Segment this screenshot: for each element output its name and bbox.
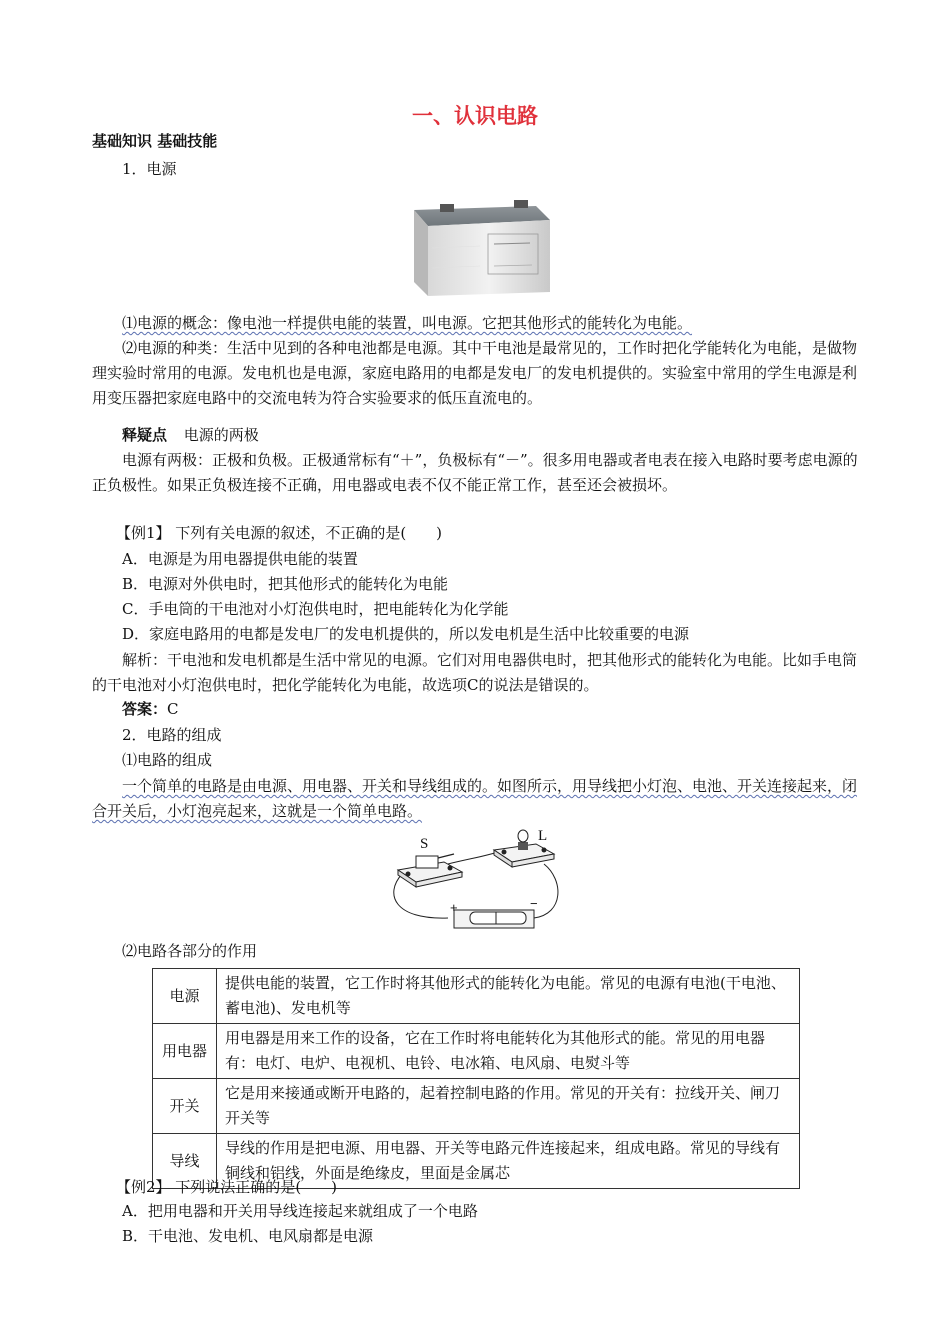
- table-row: [153, 1024, 800, 1079]
- sub-heading-parts-function: ⑵电路各部分的作用: [122, 942, 258, 960]
- example-1-option-d: D．家庭电路用的电都是发电厂的发电机提供的，所以发电机是生活中比较重要的电源: [122, 625, 690, 643]
- power-concept-text: ⑴电源的概念：像电池一样提供电能的装置，叫电源。它把其他形式的能转化为电能。: [122, 314, 693, 332]
- table-cell-function: 提供电能的装置，它工作时将其他形式的能转化为电能。常见的电源有电池(干电池、蓄电池)、发电机等: [217, 969, 800, 1024]
- table-row: [153, 1079, 800, 1134]
- section-heading: 基础知识 基础技能: [92, 132, 218, 150]
- faq-topic: 电源的两极: [183, 426, 259, 444]
- answer-value: C: [167, 700, 179, 718]
- item-1-heading: 1．电源: [122, 160, 177, 178]
- paragraph-power-types: ⑵电源的种类：生活中见到的各种电池都是电源。其中干电池是最常见的，工作时把化学能转化为电能，是做物理实验时常用的电源。发电机也是电源，家庭电路用的电都是发电厂的发电机提供的。实验室中常用的学生电源是利用变压器把家庭电路中的交流电转为符合实验要求的低压直流电的。: [92, 339, 858, 407]
- simple-circuit-text: 一个简单的电路是由电源、用电器、开关和导线组成的。如图所示，用导线把小灯泡、电池、开关连接起来，闭合开关后，小灯泡亮起来，这就是一个简单电路。: [92, 777, 858, 820]
- circuit-parts-table: [152, 968, 800, 1189]
- table-cell-component: 用电器: [153, 1024, 217, 1079]
- switch-label: S: [420, 836, 429, 852]
- faq-paragraph: 电源有两极：正极和负极。正极通常标有“＋”，负极标有“－”。很多用电器或者电表在接入电路时要考虑电源的正负极性。如果正负极连接不正确，用电器或电表不仅不能正常工作，甚至还会被损坏。: [92, 451, 858, 494]
- example-1-question: 【例1】 下列有关电源的叙述，不正确的是( ): [116, 524, 443, 542]
- example-1-analysis: 解析：干电池和发电机都是生活中常见的电源。它们对用电器供电时，把其他形式的能转化为电能。比如手电筒的干电池对小灯泡供电时，把化学能转化为电能，故选项C的说法是错误的。: [92, 651, 858, 694]
- paragraph-power-concept: [122, 312, 692, 334]
- page-title: 一、认识电路: [412, 104, 538, 128]
- example-2-option-a: A．把用电器和开关用导线连接起来就组成了一个电路: [122, 1202, 478, 1220]
- table-cell-function: 它是用来接通或断开电路的，起着控制电路的作用。常见的开关有：拉线开关、闸刀开关等: [217, 1079, 800, 1134]
- answer-label: 答案：: [122, 700, 168, 718]
- paragraph-simple-circuit: [92, 774, 860, 824]
- table-cell-component: 电源: [153, 969, 217, 1024]
- table-cell-component: 开关: [153, 1079, 217, 1134]
- table-cell-function: 用电器是用来工作的设备，它在工作时将电能转化为其他形式的能。常见的用电器有：电灯、电炉、电视机、电铃、电冰箱、电风扇、电熨斗等: [217, 1024, 800, 1079]
- example-1-option-a: A．电源是为用电器提供电能的装置: [122, 550, 358, 568]
- item-2-heading: 2．电路的组成: [122, 726, 222, 744]
- table-cell-component: 导线: [153, 1134, 217, 1189]
- example-1-answer: [122, 698, 179, 720]
- table-cell-function: 导线的作用是把电源、用电器、开关等电路元件连接起来，组成电路。常见的导线有铜线和铝线，外面是绝缘皮，里面是金属芯: [217, 1134, 800, 1189]
- sub-heading-circuit-composition: ⑴电路的组成: [122, 751, 213, 769]
- battery-photo: [400, 188, 552, 300]
- example-1-option-b: B．电源对外供电时，把其他形式的能转化为电能: [122, 575, 449, 593]
- table-row: [153, 969, 800, 1024]
- battery-minus-label: −: [530, 896, 538, 911]
- faq-label: 释疑点: [122, 426, 168, 444]
- example-2-question: 【例2】 下列说法正确的是( ): [116, 1178, 338, 1196]
- lamp-label: L: [538, 828, 548, 844]
- faq-heading: [122, 424, 259, 446]
- battery-plus-label: +: [450, 900, 458, 915]
- circuit-diagram: [384, 824, 574, 934]
- example-1-option-c: C．手电筒的干电池对小灯泡供电时，把电能转化为化学能: [122, 600, 509, 618]
- example-2-option-b: B．干电池、发电机、电风扇都是电源: [122, 1227, 374, 1245]
